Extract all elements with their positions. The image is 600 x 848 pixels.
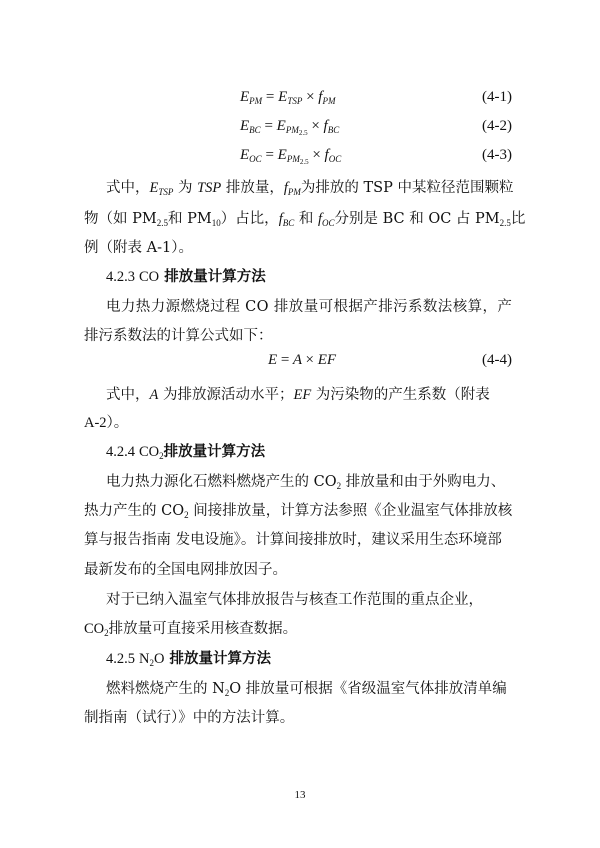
equation-number: (4-4) [482,352,512,368]
section-heading-4-2-5: 4.2.5 $N_2O$ 排放量计算方法 [106,651,272,668]
body-line: 例（附表 A-1）。 [84,240,193,256]
page-number: 13 [294,789,306,801]
body-line: 电力热力源燃烧过程 CO 排放量可根据产排污系数法核算，产 [106,299,513,315]
body-line: 燃料燃烧产生的 $N_2O$ 排放量可根据《省级温室气体排放清单编 [106,681,507,698]
body-line: 算与报告指南 发电设施》。计算间接排放时，建议采用生态环境部 [84,532,502,548]
body-line: $CO_2$排放量可直接采用核查数据。 [84,621,298,638]
body-line: 排污系数法的计算公式如下： [84,328,273,344]
section-heading-4-2-4: 4.2.4 $CO_2$排放量计算方法 [106,444,266,461]
section-heading-4-2-3: 4.2.3 CO 排放量计算方法 [106,269,266,285]
body-line: A-2）。 [84,415,129,431]
equation-expression: $E_{BC} = E_{PM_{2.5}} \times f_{BC}$ [240,118,340,137]
equation-4-2 [0,116,600,140]
body-line: 制指南（试行）》中的方法计算。 [84,710,295,726]
body-line: 最新发布的全国电网排放因子。 [84,562,287,578]
equation-number: (4-2) [482,118,512,134]
equation-4-3 [0,145,600,169]
body-line: 对于已纳入温室气体排放报告与核查工作范围的重点企业， [106,592,483,608]
body-line: 物（如 $PM_{2.5}$和 $PM_{10}$）占比，$f_{BC}$ 和 $f_{OC}$分别是 BC 和 OC 占 $PM_{2.5}$比 [84,211,526,228]
equation-expression: $E_{OC} = E_{PM_{2.5}} \times f_{OC}$ [240,147,342,166]
equation-number: (4-1) [482,89,512,105]
body-line: 式中，$E_{TSP}$ 为 TSP 排放量，$f_{PM}$为排放的 TSP 中某粒径范围颗粒 [106,180,514,197]
equation-number: (4-3) [482,147,512,163]
body-line: 式中，A 为排放源活动水平；EF 为污染物的产生系数（附表 [106,387,490,403]
equation-expression: E = A × EF [268,352,337,368]
equation-4-1 [0,87,600,111]
body-line: 电力热力源化石燃料燃烧产生的 $CO_2$ 排放量和由于外购电力、 [106,474,506,491]
body-line: 热力产生的 $CO_2$ 间接排放量，计算方法参照《企业温室气体排放核 [84,503,513,520]
equation-4-4 [0,350,600,374]
equation-expression: $E_{PM} = E_{TSP} \times f_{PM}$ [240,89,336,106]
